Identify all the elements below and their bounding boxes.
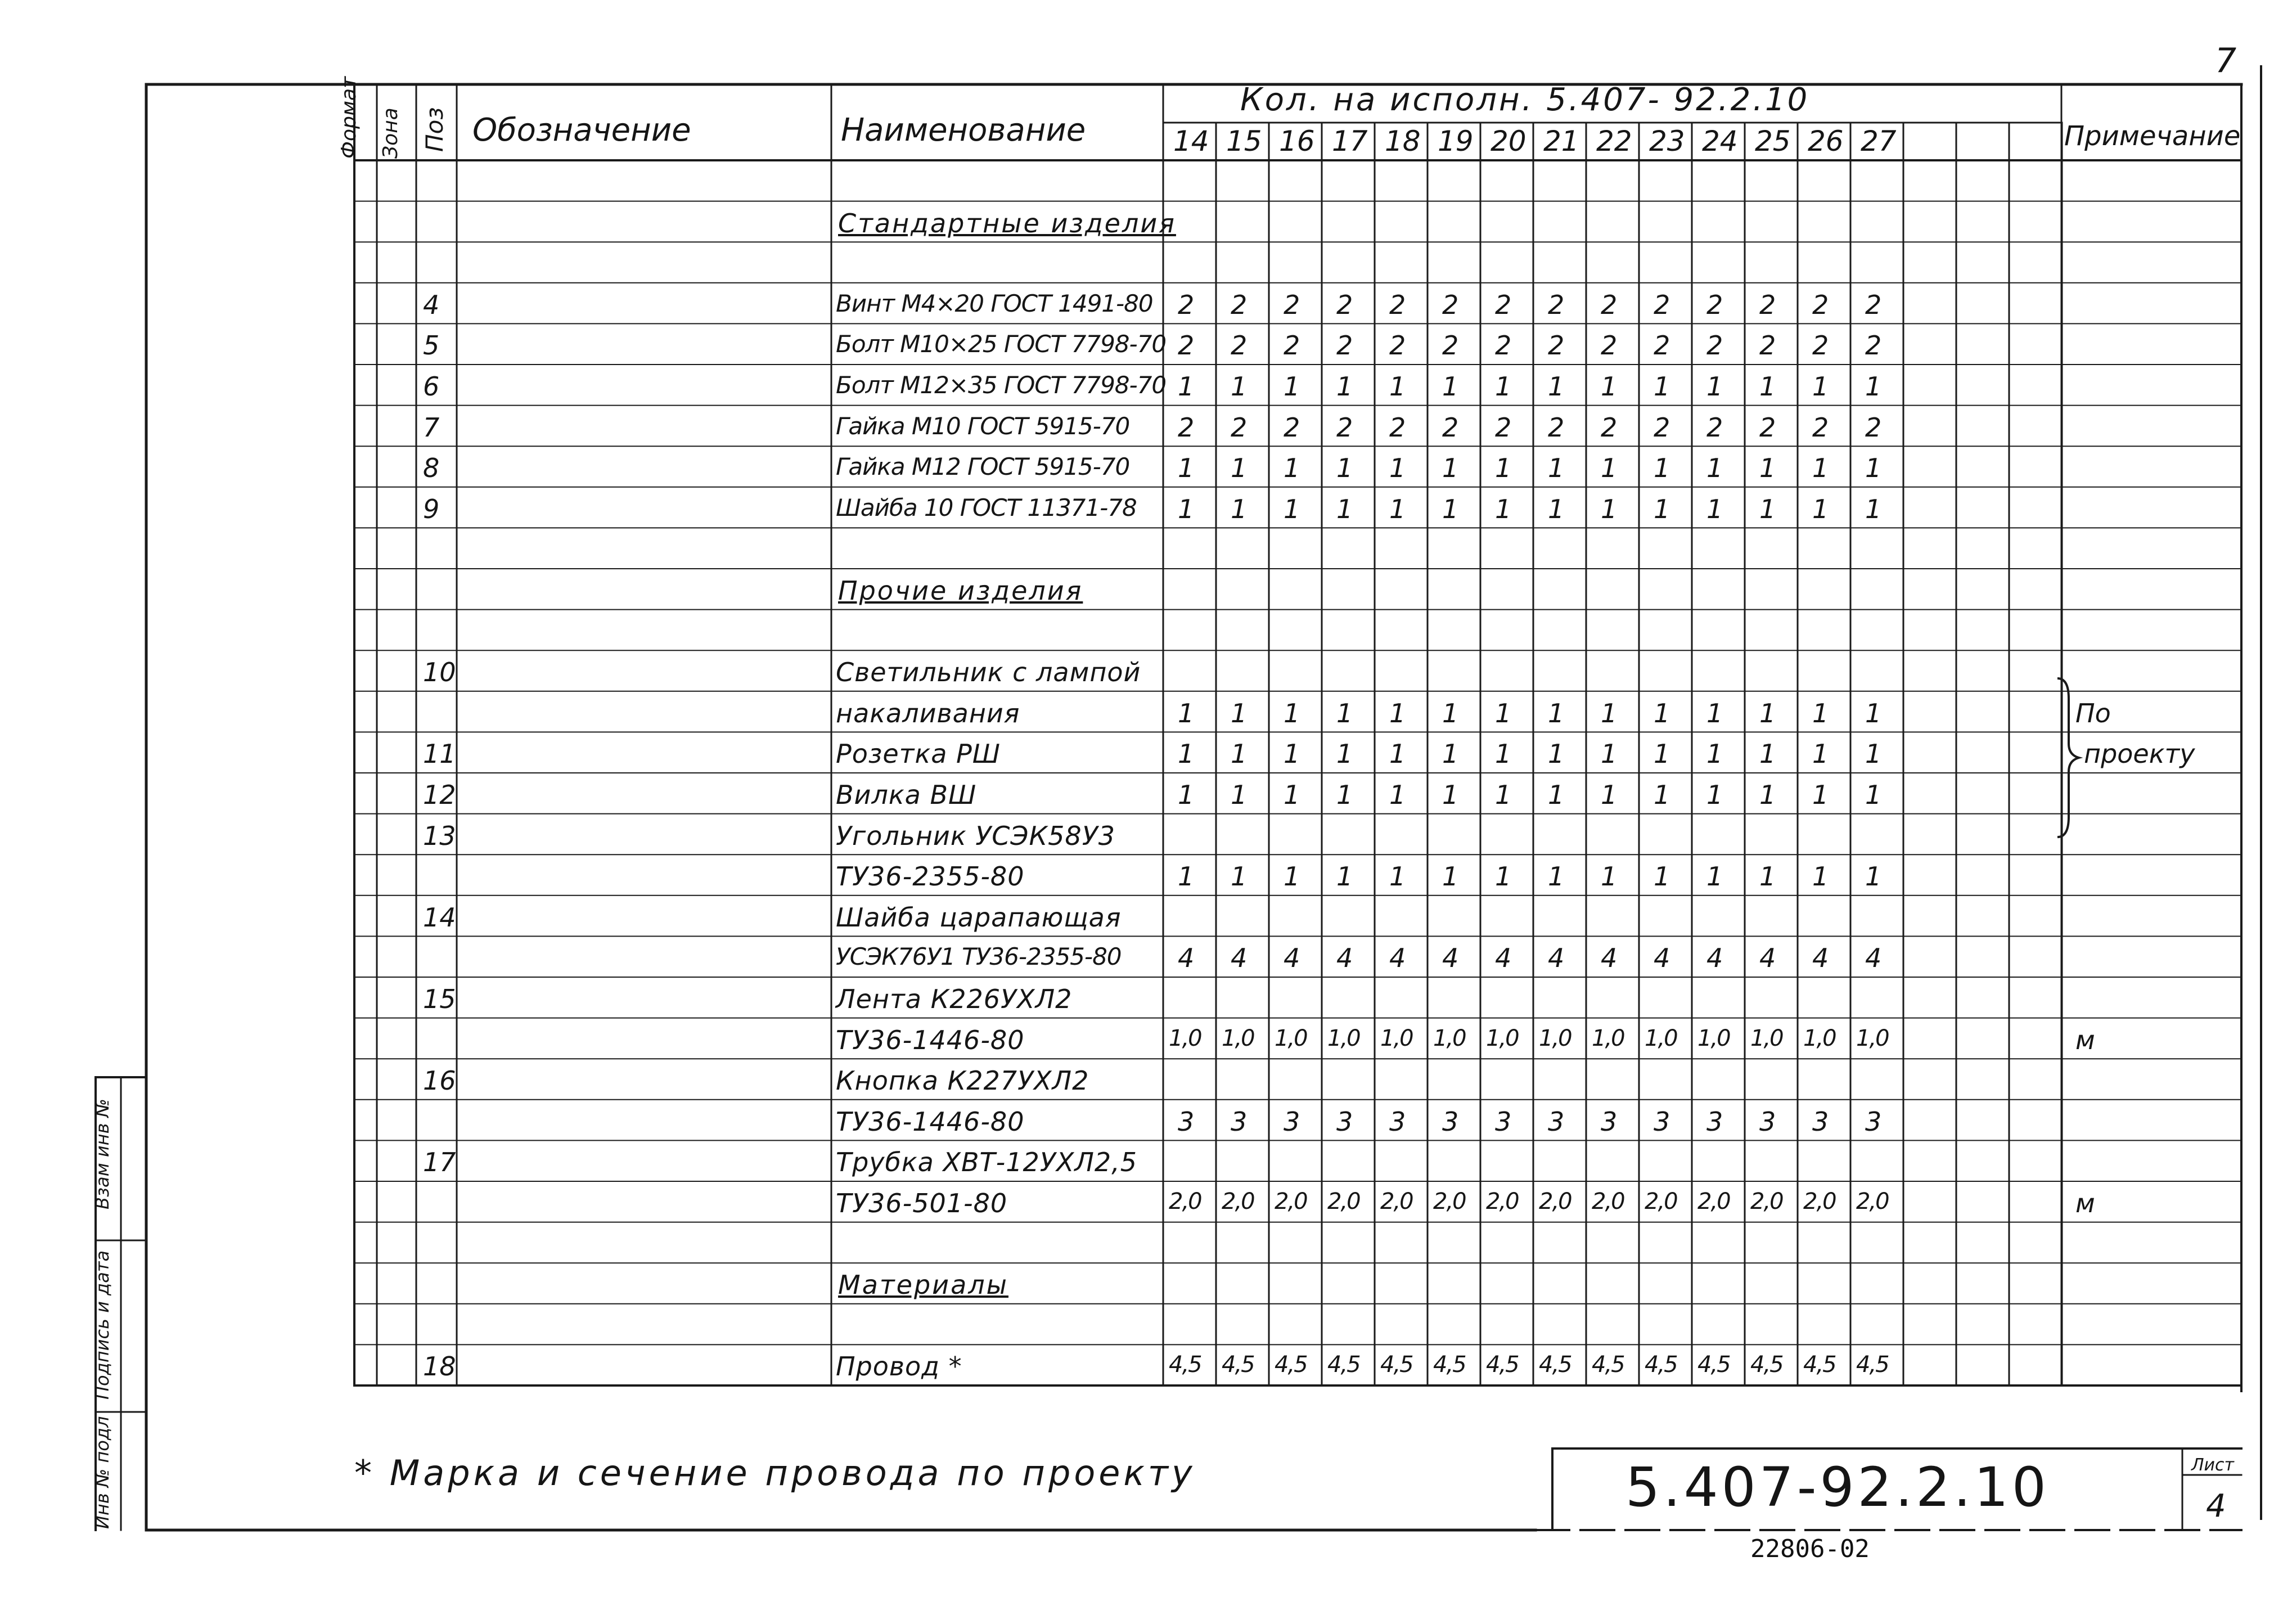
quantity-cell: 2,0 [1486,1189,1519,1214]
quantity-cell: 4 [1759,943,1776,974]
item-name: Гайка М12 ГОСТ 5915-70 [836,453,1130,481]
position-number: 5 [423,330,440,361]
quantity-cell: 1,0 [1275,1025,1307,1051]
quantity-cell: 4,5 [1486,1352,1519,1378]
quantity-per-variant-header: Кол. на исполн. 5.407- 92.2.10 [1240,82,1810,118]
item-name: Трубка ХВТ-12УХЛ2,5 [836,1147,1138,1178]
quantity-cell: 1 [1812,739,1829,770]
quantity-cell: 1 [1442,780,1459,810]
quantity-cell: 2,0 [1750,1189,1783,1214]
quantity-cell: 2 [1284,289,1300,320]
quantity-cell: 2,0 [1327,1189,1360,1214]
quantity-cell: 2 [1654,330,1670,361]
quantity-cell: 2,0 [1380,1189,1413,1214]
quantity-cell: 1 [1284,493,1300,524]
quantity-cell: 4,5 [1750,1352,1783,1378]
item-name: ТУ36-501-80 [836,1188,1008,1218]
quantity-cell: 1 [1495,371,1512,402]
quantity-cell: 1 [1389,780,1406,810]
quantity-cell: 1 [1865,493,1882,524]
quantity-cell: 1 [1442,453,1459,484]
variant-header-16: 16 [1279,125,1315,158]
quantity-cell: 2 [1178,330,1195,361]
section-heading: Материалы [838,1270,1008,1301]
quantity-cell: 1 [1284,861,1300,892]
quantity-cell: 2,0 [1803,1189,1836,1214]
quantity-cell: 1 [1336,780,1353,810]
quantity-cell: 1 [1548,861,1565,892]
item-name: УСЭК76У1 ТУ36-2355-80 [836,943,1122,971]
variant-header-14: 14 [1173,125,1209,158]
quantity-cell: 3 [1865,1106,1882,1137]
quantity-cell: 3 [1389,1106,1406,1137]
column-zone-header: Зона [379,107,402,159]
quantity-cell: 1 [1442,493,1459,524]
quantity-cell: 1 [1336,371,1353,402]
quantity-cell: 3 [1284,1106,1300,1137]
quantity-cell: 1 [1759,861,1776,892]
quantity-cell: 2 [1812,412,1829,443]
side-stamp-replaces-inventory: Взам инв № [92,1099,113,1209]
variant-header-20: 20 [1491,125,1526,158]
quantity-cell: 1 [1231,371,1248,402]
quantity-cell: 1 [1601,371,1618,402]
variant-header-25: 25 [1755,125,1791,158]
position-number: 18 [423,1351,456,1382]
quantity-cell: 1 [1601,493,1618,524]
quantity-cell: 1 [1284,371,1300,402]
quantity-cell: 1 [1706,453,1723,484]
quantity-cell: 1,0 [1169,1025,1201,1051]
item-name: Розетка РШ [836,739,1001,770]
section-heading: Прочие изделия [838,575,1083,606]
quantity-cell: 2,0 [1697,1189,1730,1214]
sheet-label: Лист [2191,1455,2235,1475]
item-name: Вилка ВШ [836,780,977,810]
quantity-cell: 1 [1231,453,1248,484]
quantity-cell: 1 [1336,739,1353,770]
quantity-cell: 2,0 [1169,1189,1201,1214]
quantity-cell: 4,5 [1592,1352,1624,1378]
quantity-cell: 1,0 [1486,1025,1519,1051]
quantity-cell: 1 [1759,698,1776,728]
quantity-cell: 2 [1284,412,1300,443]
item-name: Светильник с лампой [836,657,1141,688]
column-position-header: Поз [421,107,448,152]
quantity-cell: 2,0 [1433,1189,1466,1214]
quantity-cell: 2,0 [1592,1189,1624,1214]
variant-header-27: 27 [1861,125,1897,158]
quantity-cell: 1,0 [1645,1025,1677,1051]
note-cell: м [2075,1024,2095,1055]
quantity-cell: 1 [1706,739,1723,770]
quantity-cell: 1 [1231,780,1248,810]
quantity-cell: 2 [1389,289,1406,320]
quantity-cell: 1 [1284,453,1300,484]
position-number: 15 [423,984,456,1014]
quantity-cell: 2 [1759,330,1776,361]
quantity-cell: 2 [1495,289,1512,320]
quantity-cell: 1 [1706,861,1723,892]
quantity-cell: 4,5 [1380,1352,1413,1378]
column-designation-header: Обозначение [472,112,691,149]
quantity-cell: 3 [1706,1106,1723,1137]
quantity-cell: 4 [1812,943,1829,974]
variant-header-24: 24 [1702,125,1738,158]
quantity-cell: 1 [1548,493,1565,524]
quantity-cell: 2 [1548,289,1565,320]
quantity-cell: 1 [1178,780,1195,810]
quantity-cell: 4 [1601,943,1618,974]
quantity-cell: 1 [1601,861,1618,892]
quantity-cell: 2 [1812,330,1829,361]
variant-header-15: 15 [1226,125,1262,158]
quantity-cell: 1 [1284,698,1300,728]
quantity-cell: 1,0 [1222,1025,1254,1051]
quantity-cell: 1 [1759,739,1776,770]
quantity-cell: 2 [1548,330,1565,361]
variant-header-18: 18 [1385,125,1421,158]
quantity-cell: 1 [1548,780,1565,810]
quantity-cell: 1,0 [1856,1025,1889,1051]
quantity-cell: 1 [1654,780,1670,810]
quantity-cell: 1 [1601,739,1618,770]
quantity-cell: 1 [1336,861,1353,892]
quantity-cell: 1 [1389,739,1406,770]
item-name: Лента К226УХЛ2 [836,984,1073,1014]
quantity-cell: 1 [1389,493,1406,524]
quantity-cell: 1,0 [1803,1025,1836,1051]
quantity-cell: 3 [1178,1106,1195,1137]
quantity-cell: 4,5 [1275,1352,1307,1378]
quantity-cell: 1 [1495,780,1512,810]
quantity-cell: 1 [1759,780,1776,810]
quantity-cell: 2 [1865,412,1882,443]
column-note-header: Примечание [2064,120,2241,152]
quantity-cell: 1 [1231,739,1248,770]
quantity-cell: 1 [1865,861,1882,892]
variant-header-19: 19 [1438,125,1474,158]
document-number: 5.407-92.2.10 [1625,1456,2050,1519]
position-number: 9 [423,493,440,524]
quantity-cell: 1,0 [1433,1025,1466,1051]
quantity-cell: 4 [1336,943,1353,974]
quantity-cell: 1 [1495,493,1512,524]
quantity-cell: 1 [1759,371,1776,402]
quantity-cell: 2,0 [1856,1189,1889,1214]
quantity-cell: 4,5 [1169,1352,1201,1378]
quantity-cell: 4 [1865,943,1882,974]
variant-header-26: 26 [1808,125,1844,158]
quantity-cell: 1 [1548,371,1565,402]
quantity-cell: 4 [1495,943,1512,974]
quantity-cell: 1 [1548,739,1565,770]
quantity-cell: 1 [1336,698,1353,728]
quantity-cell: 3 [1601,1106,1618,1137]
position-number: 6 [423,371,440,402]
quantity-cell: 1 [1812,861,1829,892]
quantity-cell: 2 [1601,289,1618,320]
quantity-cell: 1 [1495,861,1512,892]
item-name: Кнопка К227УХЛ2 [836,1065,1089,1096]
quantity-cell: 2 [1231,289,1248,320]
quantity-cell: 1 [1389,861,1406,892]
quantity-cell: 2,0 [1539,1189,1571,1214]
quantity-cell: 2 [1231,412,1248,443]
quantity-cell: 1 [1654,861,1670,892]
archive-number: 22806-02 [1750,1535,1870,1563]
item-name: Гайка М10 ГОСТ 5915-70 [836,412,1130,440]
quantity-cell: 2 [1601,412,1618,443]
item-name: накаливания [836,698,1020,728]
quantity-cell: 3 [1812,1106,1829,1137]
quantity-cell: 4,5 [1433,1352,1466,1378]
quantity-cell: 1 [1865,698,1882,728]
quantity-cell: 4 [1654,943,1670,974]
quantity-cell: 4,5 [1539,1352,1571,1378]
quantity-cell: 2 [1759,412,1776,443]
sheet-number: 4 [2206,1488,2226,1524]
quantity-cell: 1 [1548,698,1565,728]
quantity-cell: 2 [1389,412,1406,443]
quantity-cell: 2 [1389,330,1406,361]
quantity-cell: 3 [1548,1106,1565,1137]
quantity-cell: 2 [1336,330,1353,361]
quantity-cell: 2,0 [1222,1189,1254,1214]
quantity-cell: 1 [1812,493,1829,524]
quantity-cell: 1 [1865,739,1882,770]
quantity-cell: 1 [1178,861,1195,892]
quantity-cell: 2 [1231,330,1248,361]
quantity-cell: 1 [1865,453,1882,484]
variant-header-17: 17 [1332,125,1368,158]
quantity-cell: 4,5 [1327,1352,1360,1378]
quantity-cell: 1 [1865,371,1882,402]
item-name: ТУ36-1446-80 [836,1106,1025,1137]
item-name: ТУ36-1446-80 [836,1024,1025,1055]
quantity-cell: 1 [1336,493,1353,524]
variant-header-21: 21 [1543,125,1579,158]
quantity-cell: 2 [1706,412,1723,443]
item-name: Болт М10×25 ГОСТ 7798-70 [836,330,1167,358]
quantity-cell: 2 [1865,289,1882,320]
quantity-cell: 2 [1336,412,1353,443]
quantity-cell: 1,0 [1750,1025,1783,1051]
quantity-cell: 2 [1178,412,1195,443]
quantity-cell: 2 [1495,412,1512,443]
variant-header-22: 22 [1596,125,1632,158]
quantity-cell: 4,5 [1803,1352,1836,1378]
quantity-cell: 1 [1865,780,1882,810]
quantity-cell: 4 [1231,943,1248,974]
quantity-cell: 2,0 [1275,1189,1307,1214]
quantity-cell: 2 [1336,289,1353,320]
quantity-cell: 4 [1389,943,1406,974]
note-cell: м [2075,1188,2095,1218]
quantity-cell: 1 [1654,371,1670,402]
quantity-cell: 1,0 [1327,1025,1360,1051]
position-number: 10 [423,657,456,688]
quantity-cell: 1 [1812,698,1829,728]
quantity-cell: 4,5 [1222,1352,1254,1378]
quantity-cell: 2 [1654,289,1670,320]
quantity-cell: 4,5 [1697,1352,1730,1378]
quantity-cell: 1 [1178,493,1195,524]
quantity-cell: 2 [1654,412,1670,443]
quantity-cell: 1 [1389,698,1406,728]
column-format-header: Формат [337,76,361,159]
quantity-cell: 1,0 [1380,1025,1413,1051]
quantity-cell: 2 [1548,412,1565,443]
quantity-cell: 2,0 [1645,1189,1677,1214]
quantity-cell: 2 [1284,330,1300,361]
quantity-cell: 1 [1495,453,1512,484]
quantity-cell: 2 [1495,330,1512,361]
position-number: 4 [423,289,440,320]
quantity-cell: 1 [1389,371,1406,402]
position-number: 12 [423,780,456,810]
quantity-cell: 1 [1812,780,1829,810]
quantity-cell: 1,0 [1539,1025,1571,1051]
quantity-cell: 1 [1706,371,1723,402]
quantity-cell: 4 [1284,943,1300,974]
quantity-cell: 1 [1284,739,1300,770]
quantity-cell: 2 [1812,289,1829,320]
quantity-cell: 1 [1654,453,1670,484]
item-name: Винт М4×20 ГОСТ 1491-80 [836,289,1153,317]
quantity-cell: 2 [1706,289,1723,320]
quantity-cell: 2 [1865,330,1882,361]
quantity-cell: 1 [1178,453,1195,484]
quantity-cell: 1 [1442,739,1459,770]
quantity-cell: 3 [1231,1106,1248,1137]
position-number: 8 [423,453,440,484]
quantity-cell: 3 [1336,1106,1353,1137]
quantity-cell: 1 [1389,453,1406,484]
quantity-cell: 2 [1442,412,1459,443]
quantity-cell: 1 [1812,371,1829,402]
quantity-cell: 2 [1442,289,1459,320]
quantity-cell: 1 [1759,493,1776,524]
quantity-cell: 1,0 [1697,1025,1730,1051]
position-number: 13 [423,820,456,851]
position-number: 17 [423,1147,456,1178]
quantity-cell: 1 [1442,698,1459,728]
quantity-cell: 3 [1759,1106,1776,1137]
quantity-cell: 2 [1601,330,1618,361]
quantity-cell: 4 [1548,943,1565,974]
quantity-cell: 1 [1654,698,1670,728]
item-name: Болт М12×35 ГОСТ 7798-70 [836,371,1167,399]
quantity-cell: 1 [1601,698,1618,728]
note-cell: проекту [2084,739,2195,770]
quantity-cell: 1 [1178,739,1195,770]
quantity-cell: 4 [1706,943,1723,974]
quantity-cell: 1,0 [1592,1025,1624,1051]
quantity-cell: 1 [1231,493,1248,524]
quantity-cell: 1 [1706,493,1723,524]
quantity-cell: 2 [1178,289,1195,320]
side-stamp-inventory-original: Инв № подл [92,1416,113,1529]
column-name-header: Наименование [841,112,1086,149]
note-group-bracket [2053,676,2087,839]
item-name: Угольник УСЭК58У3 [836,820,1115,851]
quantity-cell: 2 [1759,289,1776,320]
quantity-cell: 3 [1654,1106,1670,1137]
quantity-cell: 1 [1495,698,1512,728]
side-stamp-signature-date: Подпись и дата [92,1250,113,1400]
position-number: 11 [423,739,456,770]
quantity-cell: 1 [1442,371,1459,402]
quantity-cell: 4,5 [1645,1352,1677,1378]
section-heading: Стандартные изделия [838,208,1176,239]
quantity-cell: 1 [1231,698,1248,728]
item-name: ТУ36-2355-80 [836,861,1025,892]
position-number: 16 [423,1065,456,1096]
quantity-cell: 1 [1178,698,1195,728]
variant-header-23: 23 [1649,125,1685,158]
quantity-cell: 2 [1442,330,1459,361]
quantity-cell: 1 [1601,780,1618,810]
quantity-cell: 1 [1706,698,1723,728]
quantity-cell: 1 [1759,453,1776,484]
quantity-cell: 1 [1601,453,1618,484]
footnote-text: * Марка и сечение провода по проекту [354,1452,1196,1493]
quantity-cell: 1 [1654,739,1670,770]
position-number: 14 [423,902,456,933]
item-name: Шайба 10 ГОСТ 11371-78 [836,493,1137,521]
quantity-cell: 1 [1178,371,1195,402]
quantity-cell: 1 [1654,493,1670,524]
position-number: 7 [423,412,440,443]
quantity-cell: 1 [1284,780,1300,810]
quantity-cell: 4,5 [1856,1352,1889,1378]
item-name: Шайба царапающая [836,902,1122,933]
quantity-cell: 1 [1231,861,1248,892]
quantity-cell: 2 [1706,330,1723,361]
quantity-cell: 4 [1442,943,1459,974]
quantity-cell: 1 [1812,453,1829,484]
quantity-cell: 1 [1706,780,1723,810]
item-name: Провод * [836,1351,962,1382]
quantity-cell: 1 [1495,739,1512,770]
quantity-cell: 3 [1495,1106,1512,1137]
note-cell: По [2075,698,2111,728]
quantity-cell: 3 [1442,1106,1459,1137]
quantity-cell: 1 [1548,453,1565,484]
quantity-cell: 4 [1178,943,1195,974]
quantity-cell: 1 [1336,453,1353,484]
top-corner-mark: 7 [2215,41,2237,80]
quantity-cell: 1 [1442,861,1459,892]
